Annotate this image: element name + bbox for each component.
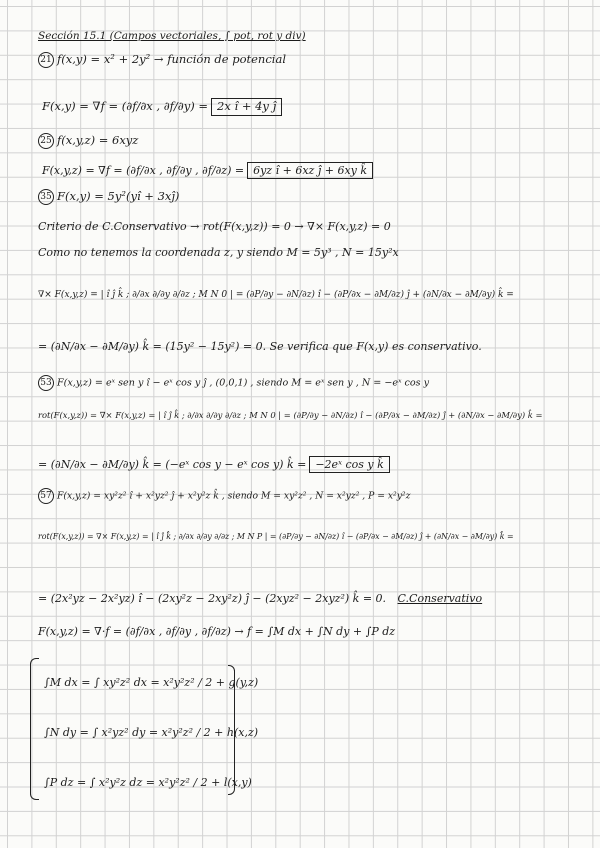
exercise-57-step-text: = (2x²yz − 2x²yz) î − (2xy²z − 2xy²z) ĵ − (2xyz² − 2xyz²) k̂ = 0. (38, 592, 387, 605)
exercise-25-gradient (42, 162, 373, 179)
exercise-35-conclusion: = (∂N/∂x − ∂M/∂y) k̂ = (15y² − 15y²) = 0. Se verifica que F(x,y) es conservativo. (38, 340, 482, 353)
exercise-21-result: 2x î + 4y ĵ (211, 98, 282, 116)
exercise-21-gradient (42, 98, 282, 116)
exercise-number-21: 21 (38, 52, 54, 68)
exercise-57-step (38, 592, 482, 605)
exercise-25-text: f(x,y,z) = 6xyz (57, 133, 139, 147)
integral-m: ∫M dx = ∫ xy²z² dx = x²y²z² / 2 + g(y,z) (44, 676, 259, 689)
exercise-35-note: Como no tenemos la coordenada z, y siendo M = 5y³ , N = 15y²x (38, 246, 399, 259)
exercise-57-statement (38, 488, 410, 504)
exercise-53-step (38, 456, 390, 473)
exercise-number-25: 25 (38, 133, 54, 149)
exercise-53-text: F(x,y,z) = eˣ sen y î − eˣ cos y ĵ , (0,0,1) , siendo M = eˣ sen y , N = −eˣ cos y (57, 377, 430, 389)
integral-p: ∫P dz = ∫ x²y²z dz = x²y²z² / 2 + l(x,y) (44, 776, 252, 789)
section-title: Sección 15.1 (Campos vectoriales, ∫ pot, rot y div) (38, 30, 306, 42)
exercise-35-curl: ∇× F(x,y,z) = | î ĵ k̂ ; ∂/∂x ∂/∂y ∂/∂z ; M N 0 | = (∂P/∂y − ∂N/∂z) î − (∂P/∂x − ∂M/∂z) ĵ + (∂N/∂x − ∂M/∂y) k̂ = (38, 290, 514, 300)
exercise-53-statement (38, 375, 429, 391)
exercise-35-text: F(x,y) = 5y²(yî + 3xĵ) (57, 189, 180, 203)
exercise-21-statement (38, 52, 286, 68)
exercise-57-text: F(x,y,z) = xy²z² î + x²yz² ĵ + x²y²z k̂ , siendo M = xy²z² , N = x²yz² , P = x²y²z (57, 490, 411, 502)
exercise-number-57: 57 (38, 488, 54, 504)
exercise-57-curl: rot(F(x,y,z)) = ∇× F(x,y,z) = | î ĵ k̂ ; ∂/∂x ∂/∂y ∂/∂z ; M N P | = (∂P/∂y − ∂N/∂z) î − (∂P/∂x − ∂M/∂z) ĵ + (∂N/∂x − ∂M/∂y) k̂ = (38, 532, 514, 541)
exercise-35-criterion: Criterio de C.Conservativo → rot(F(x,y,z)) = 0 → ∇× F(x,y,z) = 0 (38, 220, 391, 233)
exercise-25-gradient-text: F(x,y,z) = ∇f = (∂f/∂x , ∂f/∂y , ∂f/∂z) = (42, 164, 245, 177)
exercise-57-conclusion: C.Conservativo (397, 592, 483, 605)
exercise-57-potential: F(x,y,z) = ∇·f = (∂f/∂x , ∂f/∂y , ∂f/∂z) → f = ∫M dx + ∫N dy + ∫P dz (38, 625, 396, 638)
exercise-number-35: 35 (38, 189, 54, 205)
left-brace (30, 658, 39, 800)
exercise-21-gradient-text: F(x,y) = ∇f = (∂f/∂x , ∂f/∂y) = (42, 99, 209, 113)
exercise-number-53: 53 (38, 375, 54, 391)
exercise-53-curl: rot(F(x,y,z)) = ∇× F(x,y,z) = | î ĵ k̂ ; ∂/∂x ∂/∂y ∂/∂z ; M N 0 | = (∂P/∂y − ∂N/∂z) î − (∂P/∂x − ∂M/∂z) ĵ + (∂N/∂x − ∂M/∂y) k̂ = (38, 410, 543, 420)
exercise-53-step-text: = (∂N/∂x − ∂M/∂y) k̂ = (−eˣ cos y − eˣ cos y) k̂ = (38, 458, 307, 471)
exercise-25-statement (38, 133, 138, 149)
exercise-25-result: 6yz î + 6xz ĵ + 6xy k̂ (247, 162, 373, 179)
exercise-21-text: f(x,y) = x² + 2y² → función de potencial (57, 52, 286, 66)
exercise-35-statement (38, 189, 179, 205)
integral-n: ∫N dy = ∫ x²yz² dy = x²y²z² / 2 + h(x,z) (44, 726, 259, 739)
exercise-53-result: −2eˣ cos y k̂ (309, 456, 389, 473)
